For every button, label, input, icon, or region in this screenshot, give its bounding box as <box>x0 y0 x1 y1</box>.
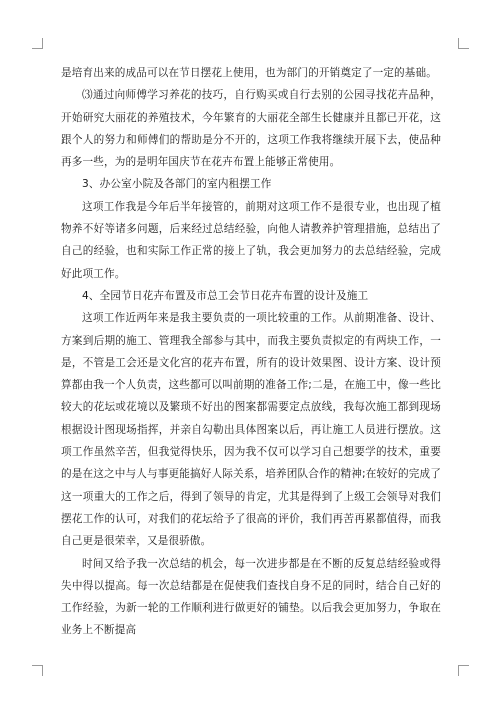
crop-mark-top-left <box>32 38 43 49</box>
paragraph-4: 这项工作我是今年后半年接管的，前期对这项工作不是很专业，也出现了植物养不好等诸多问题，后来经过总结经验，向他人请教养护管理措施，总结出了自己的经验，也和实际工作正常的接上了轨，我会更加努力的去总结经验，完成好此项工作。 <box>61 200 441 280</box>
section-heading-4: 4、全园节日花卉布置及市总工会节日花卉布置的设计及施工 <box>82 289 369 302</box>
paragraph-6: 这项工作近两年来是我主要负责的一项比较重的工作。从前期准备、设计、方案到后期的施工、管理我全部参与其中，而我主要负责拟定的有两块工作，一是，不管是工会还是文化宫的花卉布置，所有的设计效果图、设计方案、设计预算都由我一个人负责，这些都可以叫前期的准备工作;二是，在施工中，像一些比较大的花坛或花境以及繁琐不好出的图案都需要定点放线，我每次施工都到现场根据设计图现场指挥，并亲自勾勒出具体图案以后，再让施工人员进行摆放。这项工作虽然辛苦，但我觉得快乐，因为我不仅可以学习自己想要学的技术，重要的是在这之中与人与事更能搞好人际关系，培养团队合作的精神;在较好的完成了这一项重大的工作之后，得到了领导的肯定，尤其是得到了上级工会领导对我们摆花工作的认可，对我们的花坛给予了很高的评价，我们再苦再累都值得，而我自己更是很荣幸，又是很骄傲。 <box>61 312 441 548</box>
paragraph-2: ⑶通过向师傅学习养花的技巧，自行购买或自行去别的公园寻找花卉品种，开始研究大丽花的养殖技术，今年繁育的大丽花全部生长健康并且都已开花，这跟个人的努力和师傅们的帮助是分不开的，这项工作我将继续开展下去，使品种再多一些，为的是明年国庆节在花卉布置上能够正常使用。 <box>61 89 441 169</box>
document-body <box>61 62 441 642</box>
crop-mark-bottom-left <box>32 665 43 676</box>
paragraph-7: 时间又给予我一次总结的机会，每一次进步都是在不断的反复总结经验或得失中得以提高。每一次总结都是在促使我们查找自身不足的同时，结合自己好的工作经验，为新一轮的工作顺利进行做更好的铺垫。以后我会更加努力，争取在业务上不断提高 <box>61 557 441 637</box>
section-heading-3: 3、办公室小院及各部门的室内租摆工作 <box>82 178 272 191</box>
crop-mark-top-right <box>458 38 469 49</box>
crop-mark-bottom-right <box>458 665 469 676</box>
paragraph-1: 是培育出来的成品可以在节日摆花上使用，也为部门的开销奠定了一定的基础。 <box>61 67 438 79</box>
